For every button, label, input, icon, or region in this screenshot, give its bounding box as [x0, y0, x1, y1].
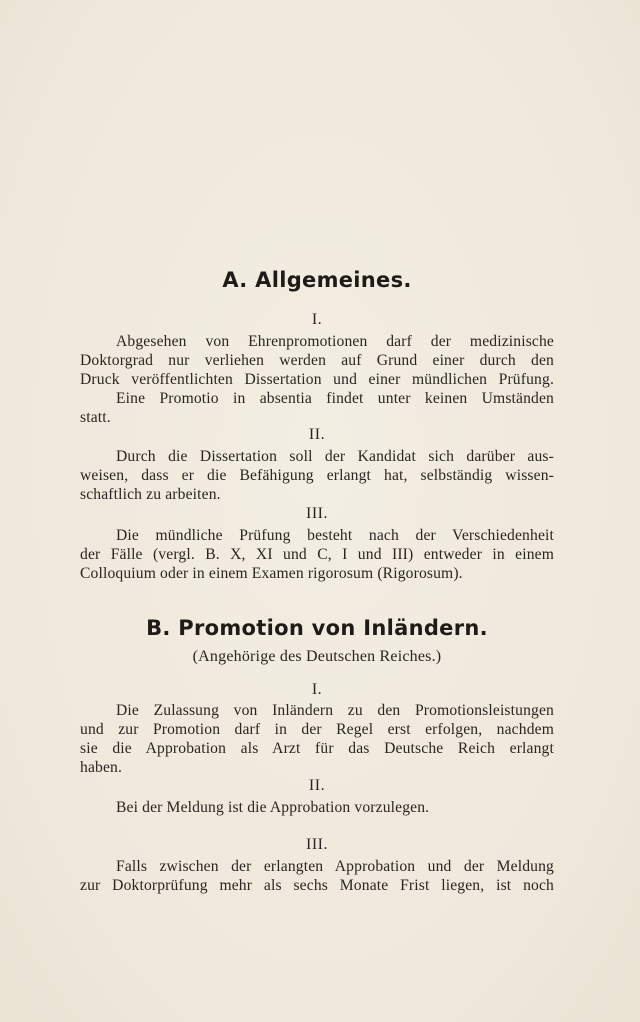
text-line: Durch die Dissertation soll der Kandidat sich darüber aus-	[116, 448, 554, 465]
text-line: Druck veröffentlichten Dissertation und einer mündlichen Prüfung.	[80, 371, 554, 388]
section-a-numeral-2: II.	[308, 426, 326, 443]
text-line: Eine Promotio in absentia findet unter keinen Umständen	[116, 390, 554, 407]
section-b-paragraph-3	[80, 857, 554, 895]
section-b-paragraph-2	[80, 798, 554, 817]
section-b-numeral-1: I.	[311, 681, 323, 698]
text-line: Falls zwischen der erlangten Approbation und der Meldung	[116, 858, 554, 875]
text-line: Abgesehen von Ehrenpromotionen darf der medizinische	[116, 333, 554, 350]
text-line: schaftlich zu arbeiten.	[80, 486, 221, 503]
section-a-paragraph-2	[80, 447, 554, 504]
text-line: haben.	[80, 759, 123, 776]
text-line: sie die Approbation als Arzt für das Deutsche Reich erlangt	[80, 740, 554, 757]
section-a-paragraph-1	[80, 332, 554, 427]
text-line: Doktorgrad nur verliehen werden auf Grund einer durch den	[80, 352, 554, 369]
section-b-paragraph-1	[80, 701, 554, 777]
text-line: weisen, dass er die Befähigung erlangt hat, selbständig wissen-	[80, 467, 554, 484]
section-b-numeral-2: II.	[308, 777, 326, 794]
text-line: Die Zulassung von Inländern zu den Promotionsleistungen	[116, 702, 554, 719]
text-line: statt.	[80, 409, 111, 426]
text-line: Colloquium oder in einem Examen rigorosum (Rigorosum).	[80, 565, 463, 582]
section-a-numeral-3: III.	[306, 505, 328, 522]
section-b-numeral-3: III.	[306, 836, 328, 853]
text-line: Die mündliche Prüfung besteht nach der Verschiedenheit	[116, 527, 554, 544]
section-b-subheading: (Angehörige des Deutschen Reiches.)	[192, 648, 442, 665]
section-a-paragraph-3	[80, 526, 554, 583]
text-line: Bei der Meldung ist die Approbation vorzulegen.	[116, 799, 430, 816]
section-b-heading: B. Promotion von Inländern.	[146, 616, 488, 640]
text-line: und zur Promotion darf in der Regel erst erfolgen, nachdem	[80, 721, 554, 738]
text-line: der Fälle (vergl. B. X, XI und C, I und III) entweder in einem	[80, 546, 554, 563]
section-a-numeral-1: I.	[311, 311, 323, 328]
section-a-heading: A. Allgemeines.	[222, 268, 412, 292]
text-line: zur Doktorprüfung mehr als sechs Monate Frist liegen, ist noch	[80, 877, 554, 894]
